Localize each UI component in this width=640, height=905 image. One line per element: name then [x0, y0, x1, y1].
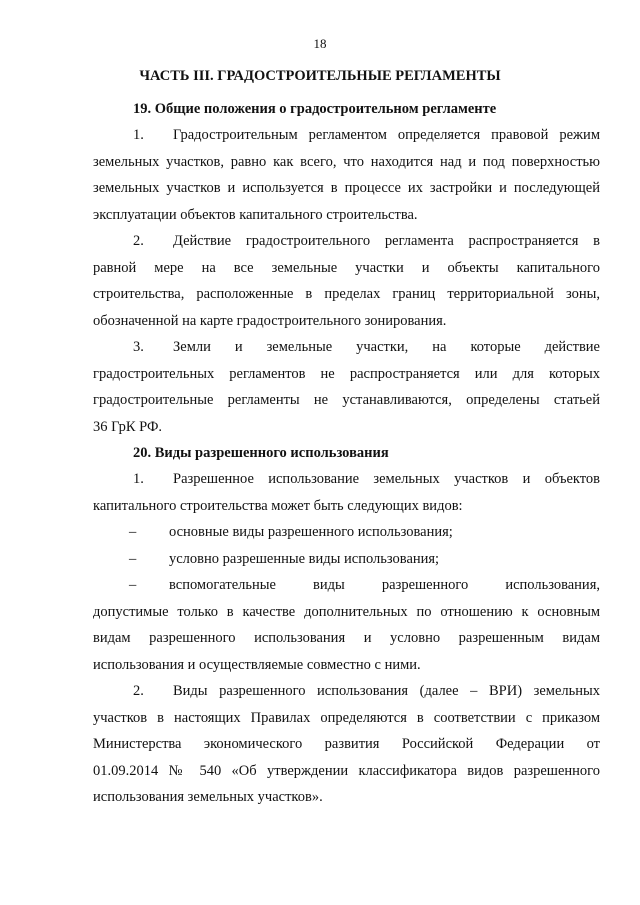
paragraph-line: 36 ГрК РФ.	[93, 418, 163, 435]
dash-marker: –	[129, 550, 137, 567]
paragraph-line: эксплуатации объектов капитального строительства.	[93, 206, 418, 223]
paragraph-line: участков в настоящих Правилах определяются в соответствии с приказом	[93, 709, 600, 726]
section-19-paragraph-1	[93, 122, 600, 228]
bullet-text: условно разрешенные виды использования;	[169, 550, 440, 567]
section-19-title: 19. Общие положения о градостроительном регламенте	[133, 101, 497, 117]
paragraph-line: 01.09.2014 № 540 «Об утверждении классификатора видов разрешенного	[93, 762, 600, 779]
paragraph-line	[93, 228, 600, 255]
paragraph-line: градостроительных регламентов не распространяется или для которых	[93, 365, 600, 382]
section-20-paragraph-2	[93, 678, 600, 811]
paragraph-line	[93, 678, 600, 705]
paragraph-number: 1.	[133, 127, 144, 143]
paragraph-line: земельных участков и используется в процессе их застройки и последующей	[93, 180, 600, 196]
section-20-paragraph-1	[93, 466, 600, 678]
section-20-title: 20. Виды разрешенного использования	[133, 445, 389, 461]
section-19-paragraph-2	[93, 228, 600, 334]
paragraph-line: Министерства экономического развития Российской Федерации от	[93, 736, 600, 752]
paragraph-line: земельных участков, равно как всего, что находится над и под поверхностью	[93, 153, 600, 170]
bullet-item	[93, 572, 600, 599]
paragraph-line	[93, 466, 600, 493]
paragraph-number: 3.	[133, 339, 144, 355]
dash-marker: –	[129, 524, 137, 540]
paragraph-number: 2.	[133, 233, 144, 249]
line-text: Виды разрешенного использования (далее – ВРИ) земельных	[173, 683, 600, 699]
line-text: Градостроительным регламентом определяется правовой режим	[173, 127, 600, 143]
paragraph-line: использования и осуществляемые совместно с ними.	[93, 656, 421, 673]
bullet-text: основные виды разрешенного использования;	[169, 524, 453, 540]
paragraph-line: допустимые только в качестве дополнительных по отношению к основным	[93, 603, 600, 620]
paragraph-line: использования земельных участков».	[93, 789, 323, 805]
bullet-item	[93, 519, 600, 546]
line-text: Земли и земельные участки, на которые действие	[173, 339, 600, 355]
paragraph-line: обозначенной на карте градостроительного зонирования.	[93, 312, 447, 329]
paragraph-line	[93, 334, 600, 361]
paragraph-line: капитального строительства может быть следующих видов:	[93, 497, 463, 514]
paragraph-number: 1.	[133, 471, 144, 487]
dash-marker: –	[129, 577, 137, 593]
bullet-item	[93, 546, 600, 573]
line-text: Разрешенное использование земельных участков и объектов	[173, 471, 600, 487]
paragraph-line: равной мере на все земельные участки и объекты капитального	[93, 259, 600, 276]
bullet-text: вспомогательные виды разрешенного использования,	[169, 577, 600, 593]
paragraph-line: градостроительные регламенты не устанавливаются, определены статьей	[93, 392, 600, 408]
paragraph-line: видам разрешенного использования и условно разрешенным видам	[93, 630, 600, 646]
line-text: Действие градостроительного регламента распространяется в	[173, 233, 600, 249]
section-19-paragraph-3	[93, 334, 600, 440]
paragraph-number: 2.	[133, 683, 144, 699]
page-number: 18	[313, 36, 327, 51]
paragraph-line	[93, 122, 600, 149]
paragraph-line: строительства, расположенные в пределах границ территориальной зоны,	[93, 286, 600, 302]
part-title: ЧАСТЬ III. ГРАДОСТРОИТЕЛЬНЫЕ РЕГЛАМЕНТЫ	[139, 68, 501, 84]
